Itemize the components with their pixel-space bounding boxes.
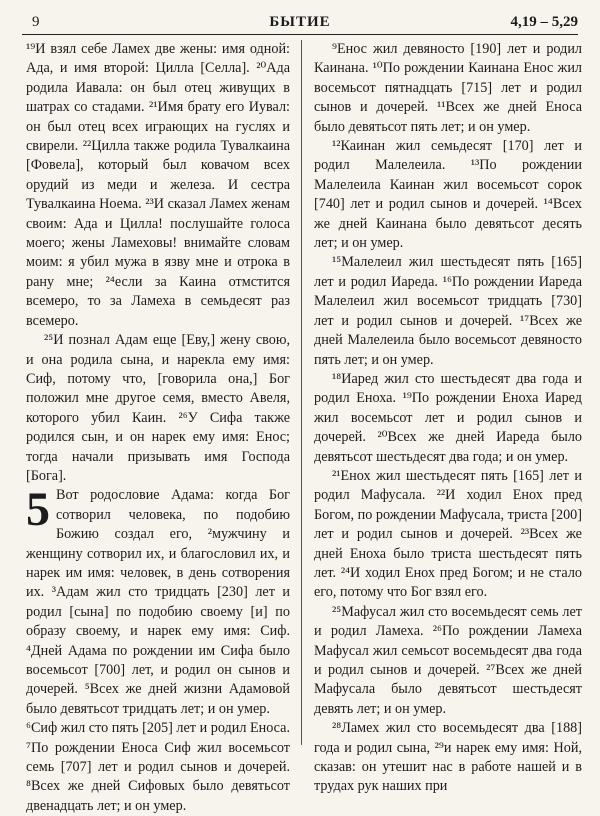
column-divider — [301, 40, 302, 745]
text-paragraph: ¹⁹И взял себе Ламех две жены: имя одной: Ада, и имя второй: Цилла [Селла]. ²⁰Ада родила Иавала: он был отец живущих в шатрах со стадами. ²¹Имя брату его Иувал: он был отец всех играющих на гуслях и свирели. ²²Цилла также родила Тувалкаина [Фовела], который был ковачом всех орудий из меди и железа. И сестра Тувалкаина Ноема. ²³И сказал Ламех женам своим: Ада и Цилла! послушайте голоса моего; жены Ламеховы! внимайте словам моим: я убил мужа в язву мне и отрока в рану мне; ²⁴если за Каина отмстится всемеро, то за Ламеха в семьдесят раз всемеро. — [26, 41, 290, 329]
text-paragraph: ⁶Сиф жил сто пять [205] лет и родил Еноса. ⁷По рождении Еноса Сиф жил восемьсот семь [707] лет и родил сынов и дочерей. ⁸Всех же дней Сифовых было девятьсот двенадцать лет; и он умер. — [26, 720, 290, 814]
text-paragraph: ²⁵Мафусал жил сто восемьдесят семь лет и родил Ламеха. ²⁶По рождении Ламеха Мафусал жил семьсот восемьдесят два года и родил сынов и дочерей. ²⁷Всех же дней Мафусала было девятьсот шестьдесят девять лет; и он умер. — [314, 603, 582, 717]
text-paragraph: ¹⁸Иаред жил сто шестьдесят два года и родил Еноха. ¹⁹По рождении Еноха Иаред жил восемьсот лет и родил сынов и дочерей. ²⁰Всех же дней Иареда было девятьсот шестьдесят два года; и он умер. — [314, 370, 582, 465]
book-title: БЫТИЕ — [269, 14, 331, 30]
chapter-5-start — [26, 483, 290, 719]
text-paragraph: ¹⁵Малелеил жил шестьдесят пять [165] лет и родил Иареда. ¹⁶По рождении Иареда Малелеил жил восемьсот тридцать [730] лет и родил сынов и дочерей. ¹⁷Всех же дней Малелеила было восемьсот девяносто пять лет; и он умер. — [314, 254, 582, 368]
running-header — [22, 12, 578, 35]
chapter-number: 5 — [26, 483, 50, 537]
text-paragraph: ²⁸Ламех жил сто восемьдесят два [188] года и родил сына, ²⁹и нарек ему имя: Ной, сказав: он утешит нас в работе нашей и в трудах рук наших при — [314, 720, 582, 795]
verse-range: 4,19 – 5,29 — [510, 14, 578, 30]
text-paragraph: ²⁵И познал Адам еще [Еву,] жену свою, и она родила сына, и нарекла ему имя: Сиф, потому что, [говорила она,] Бог положил мне другое семя, вместо Авеля, которого убил Каин. ²⁶У Сифа также родился сын, и он нарек ему имя: Енос; тогда начали призывать имя Господа [Бога]. — [26, 332, 290, 484]
text-paragraph: ⁹Енос жил девяносто [190] лет и родил Каинана. ¹⁰По рождении Каинана Енос жил восемьсот пятнадцать [715] лет и родил сынов и дочерей. ¹¹Всех же дней Еноса было девятьсот пять лет; и он умер. — [314, 41, 582, 135]
text-paragraph: Вот родословие Адама: когда Бог сотворил человека, по подобию Божию создал его, ²мужчину и женщину сотворил их, и благословил их, и нарек им имя: человек, в день сотворения их. ³Адам жил сто тридцать [230] лет и родил [сына] по подобию своему [и] по образу своему, и нарек ему имя: Сиф. ⁴Дней Адама по рождении им Сифа было восемьсот [700] лет, и родил он сынов и дочерей. ⁵Всех же дней жизни Адамовой было девятьсот тридцать лет; и он умер. — [26, 487, 290, 717]
text-paragraph: ²¹Енох жил шестьдесят пять [165] лет и родил Мафусала. ²²И ходил Енох пред Богом, по рождении Мафусала, триста [200] лет и родил сынов и дочерей. ²³Всех же дней Еноха было триста шестьдесят пять лет. ²⁴И ходил Енох пред Богом; и не стало его, потому что Бог взял его. — [314, 467, 582, 601]
right-column — [314, 40, 582, 795]
text-paragraph: ¹²Каинан жил семьдесят [170] лет и родил Малелеила. ¹³По рождении Малелеила Каинан жил восемьсот сорок [740] лет и родил сынов и дочерей. ¹⁴Всех же дней Каинана было девятьсот десять лет; и он умер. — [314, 138, 582, 252]
left-column — [26, 40, 290, 814]
page-number: 9 — [32, 14, 40, 30]
